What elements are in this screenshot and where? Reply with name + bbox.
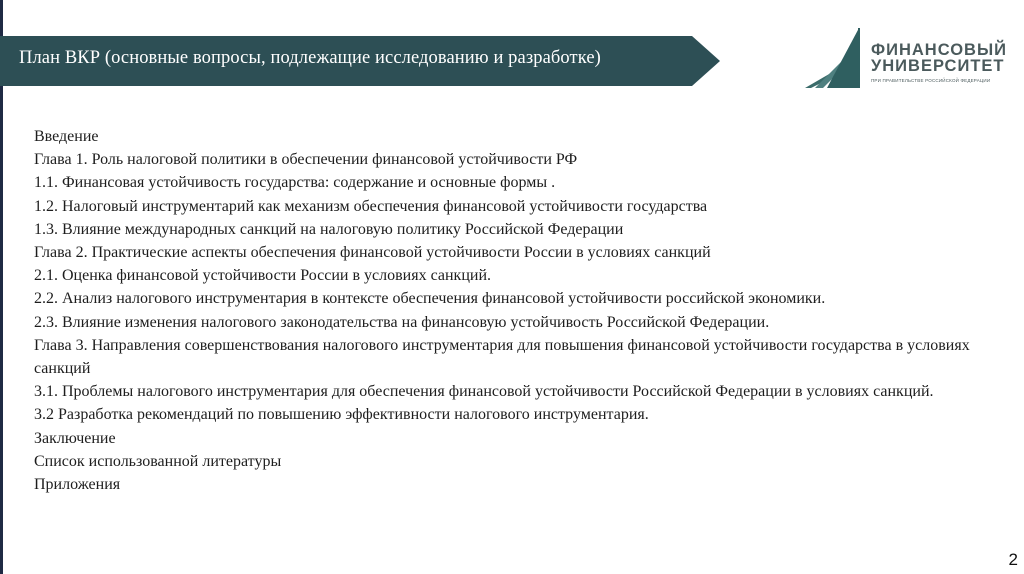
outline-item: Глава 3. Направления совершенствования налогового инструментария для повышения финансовой устойчивости государства в условиях санкций (34, 336, 970, 378)
slide-title: План ВКР (основные вопросы, подлежащие исследованию и разработке) (19, 48, 601, 68)
page-number: 2 (1008, 550, 1018, 569)
outline-item: Приложения (34, 476, 121, 494)
logo-emblem-icon (803, 28, 869, 92)
logo-line-1: ФИНАНСОВЫЙ (871, 41, 1007, 59)
outline-item: 1.2. Налоговый инструментарий как механизм обеспечения финансовой устойчивости государства (34, 197, 708, 215)
outline-item: Глава 1. Роль налоговой политики в обеспечении финансовой устойчивости РФ (34, 151, 578, 169)
outline-item: Заключение (34, 429, 116, 447)
outline-item: 2.2. Анализ налогового инструментария в контексте обеспечения финансовой устойчивости российской экономики. (34, 290, 826, 308)
outline-item: Введение (34, 128, 99, 145)
outline-item: Глава 2. Практические аспекты обеспечения финансовой устойчивости России в условиях санкций (34, 244, 711, 262)
logo-subtitle: ПРИ ПРАВИТЕЛЬСТВЕ РОССИЙСКОЙ ФЕДЕРАЦИИ (871, 78, 991, 83)
outline-item: 2.3. Влияние изменения налогового законодательства на финансовую устойчивость Российской Федерации. (34, 313, 770, 331)
outline-item: 2.1. Оценка финансовой устойчивости России в условиях санкций. (34, 267, 491, 285)
outline-item: 3.1. Проблемы налогового инструментария для обеспечения финансовой устойчивости Российской Федерации в условиях санкций. (34, 383, 934, 401)
university-logo (803, 28, 1013, 92)
outline-item: 1.1. Финансовая устойчивость государства: содержание и основные формы . (34, 174, 556, 192)
outline-item: Список использованной литературы (34, 452, 282, 470)
outline-item: 1.3. Влияние международных санкций на налоговую политику Российской Федерации (34, 220, 624, 238)
outline-item: 3.2 Разработка рекомендаций по повышению эффективности налогового инструментария. (34, 406, 649, 424)
logo-wordmark (871, 42, 1007, 74)
thesis-outline (34, 125, 994, 496)
slide-left-border (0, 0, 3, 574)
logo-line-2: УНИВЕРСИТЕТ (871, 57, 1005, 75)
